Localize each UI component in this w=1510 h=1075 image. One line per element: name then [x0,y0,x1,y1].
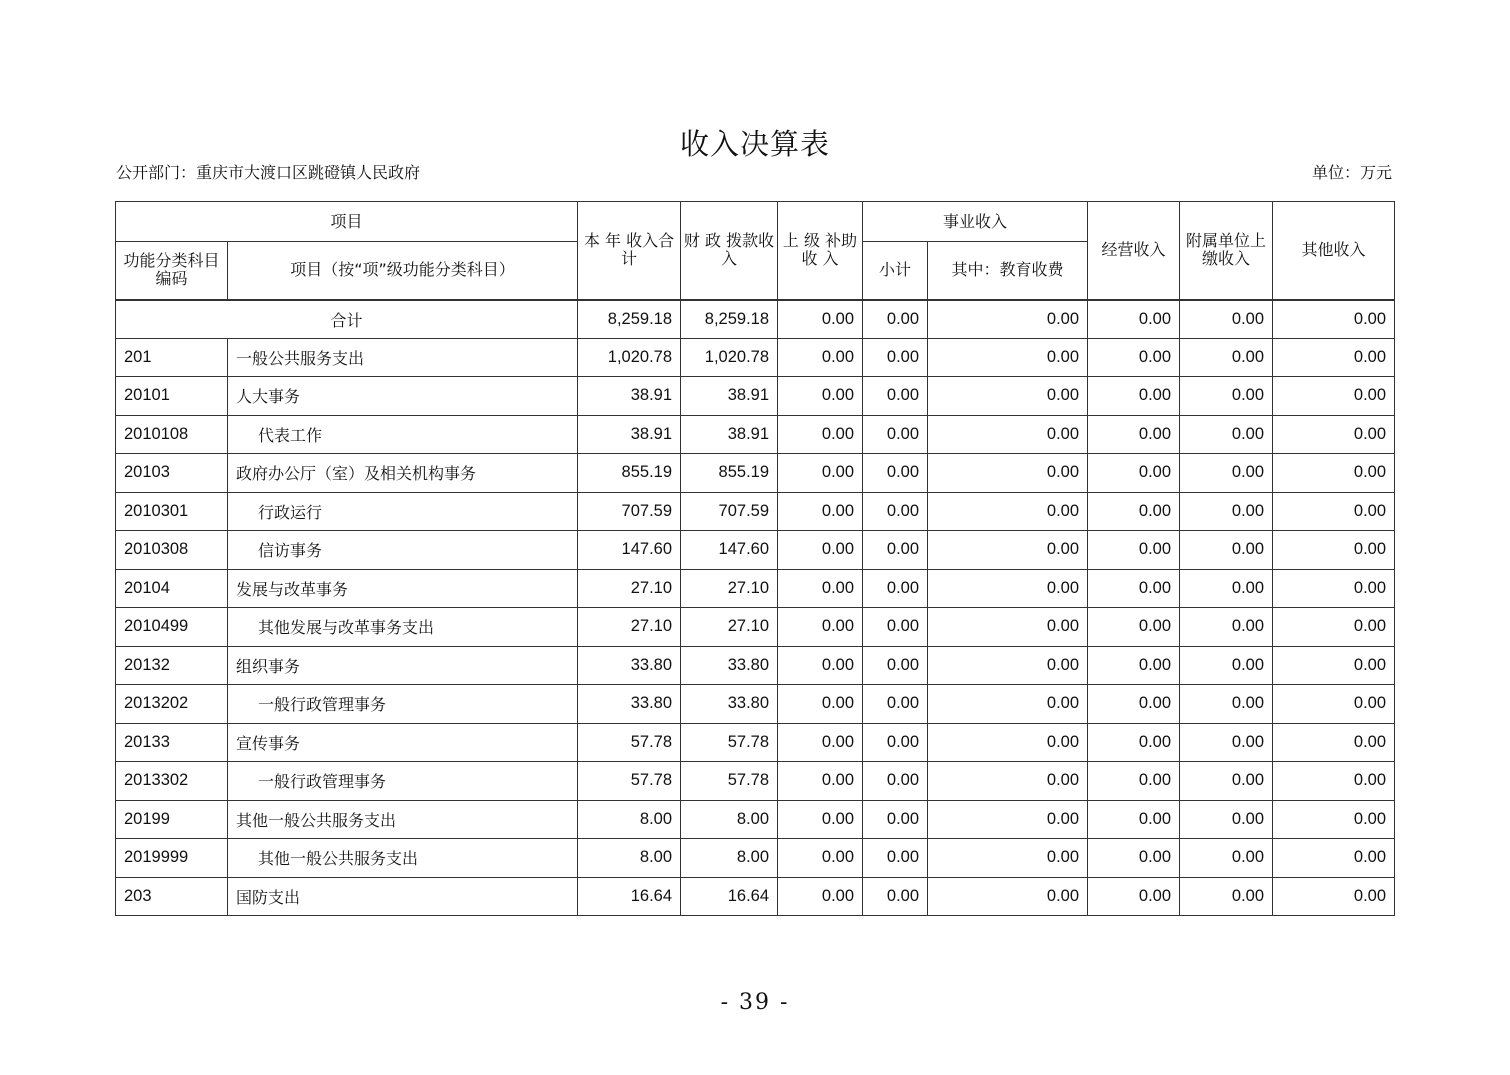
header-business-group: 事业收入 [863,202,1088,242]
row-value: 0.00 [1180,877,1273,916]
row-code: 2010108 [116,415,228,454]
row-value: 855.19 [681,454,778,493]
row-value: 38.91 [578,415,681,454]
row-value: 0.00 [928,800,1088,839]
row-value: 0.00 [1180,608,1273,647]
row-value: 0.00 [778,762,863,801]
row-value: 8.00 [681,839,778,878]
row-value: 0.00 [928,377,1088,416]
header-total-income: 本 年 收入合计 [578,202,681,300]
table-row [116,685,1395,724]
table-row [116,800,1395,839]
total-cell: 0.00 [1273,300,1395,339]
row-value: 0.00 [863,800,928,839]
header-project-group: 项目 [116,202,578,242]
total-cell: 8,259.18 [681,300,778,339]
row-value: 0.00 [1273,646,1395,685]
row-value: 1,020.78 [681,338,778,377]
page-number: - 39 - [720,990,790,1015]
row-value: 0.00 [1180,492,1273,531]
total-cell: 0.00 [778,300,863,339]
row-value: 0.00 [928,569,1088,608]
row-value: 0.00 [1273,415,1395,454]
row-value: 8.00 [681,800,778,839]
department-label: 公开部门：重庆市大渡口区跳磴镇人民政府 [116,163,421,182]
document-meta [116,160,1392,183]
row-value: 0.00 [1088,723,1180,762]
row-value: 0.00 [1273,723,1395,762]
row-value: 0.00 [778,492,863,531]
row-value: 0.00 [1088,492,1180,531]
row-value: 0.00 [1180,531,1273,570]
row-value: 0.00 [863,877,928,916]
row-value: 855.19 [578,454,681,493]
table-row [116,646,1395,685]
row-value: 0.00 [778,877,863,916]
row-value: 0.00 [1180,454,1273,493]
row-name: 发展与改革事务 [228,569,578,608]
row-value: 33.80 [681,646,778,685]
row-value: 0.00 [1180,839,1273,878]
row-value: 147.60 [578,531,681,570]
row-value: 0.00 [1273,762,1395,801]
row-code: 20104 [116,569,228,608]
row-name: 政府办公厅（室）及相关机构事务 [228,454,578,493]
row-value: 27.10 [681,608,778,647]
row-value: 38.91 [681,377,778,416]
total-row [116,300,1395,339]
row-value: 0.00 [778,723,863,762]
row-value: 0.00 [1088,646,1180,685]
header-other: 其他收入 [1273,202,1395,300]
total-cell: 8,259.18 [578,300,681,339]
row-value: 0.00 [928,723,1088,762]
row-value: 147.60 [681,531,778,570]
row-name: 其他一般公共服务支出 [228,800,578,839]
row-value: 0.00 [863,646,928,685]
row-code: 2013302 [116,762,228,801]
row-name: 代表工作 [228,415,578,454]
total-cell: 0.00 [1088,300,1180,339]
row-value: 0.00 [778,608,863,647]
row-value: 0.00 [928,415,1088,454]
row-value: 8.00 [578,839,681,878]
row-name: 行政运行 [228,492,578,531]
row-value: 0.00 [863,492,928,531]
row-value: 0.00 [928,531,1088,570]
header-name: 项目（按“项”级功能分类科目） [228,242,578,300]
total-cell: 0.00 [1180,300,1273,339]
row-value: 0.00 [1273,608,1395,647]
row-value: 0.00 [863,762,928,801]
row-value: 0.00 [863,608,928,647]
row-code: 2010301 [116,492,228,531]
row-value: 0.00 [863,415,928,454]
row-value: 0.00 [1088,877,1180,916]
row-value: 0.00 [1180,762,1273,801]
row-code: 20199 [116,800,228,839]
unit-label: 单位：万元 [1311,163,1392,182]
table-row [116,377,1395,416]
row-value: 0.00 [778,338,863,377]
row-value: 0.00 [778,377,863,416]
row-value: 0.00 [1180,723,1273,762]
row-value: 38.91 [681,415,778,454]
header-code: 功能分类科目编码 [116,242,228,300]
row-value: 16.64 [681,877,778,916]
row-value: 27.10 [578,608,681,647]
table-header [116,202,1395,300]
page-title: 收入决算表 [679,127,830,161]
row-name: 一般行政管理事务 [228,685,578,724]
row-value: 57.78 [681,762,778,801]
row-value: 0.00 [928,877,1088,916]
row-value: 0.00 [778,800,863,839]
row-value: 0.00 [1180,338,1273,377]
row-value: 0.00 [1180,646,1273,685]
table-body [116,300,1395,916]
row-value: 16.64 [578,877,681,916]
header-education-fee: 其中：教育收费 [928,242,1088,300]
row-value: 27.10 [578,569,681,608]
row-value: 0.00 [1088,685,1180,724]
row-value: 0.00 [1180,569,1273,608]
row-value: 0.00 [1273,338,1395,377]
table-row [116,762,1395,801]
row-value: 0.00 [1088,608,1180,647]
row-value: 0.00 [928,454,1088,493]
total-cell: 0.00 [928,300,1088,339]
total-cell: 0.00 [863,300,928,339]
row-value: 0.00 [1088,454,1180,493]
row-value: 0.00 [863,377,928,416]
row-name: 一般公共服务支出 [228,338,578,377]
header-affiliated: 附属单位上缴收入 [1180,202,1273,300]
row-value: 0.00 [1180,800,1273,839]
table-row [116,454,1395,493]
row-value: 0.00 [1088,800,1180,839]
row-value: 707.59 [681,492,778,531]
row-value: 33.80 [578,685,681,724]
row-value: 0.00 [863,454,928,493]
row-value: 0.00 [1088,415,1180,454]
row-value: 0.00 [863,839,928,878]
row-value: 0.00 [1180,685,1273,724]
row-value: 0.00 [928,338,1088,377]
row-value: 8.00 [578,800,681,839]
row-name: 一般行政管理事务 [228,762,578,801]
row-name: 其他发展与改革事务支出 [228,608,578,647]
row-value: 0.00 [1273,492,1395,531]
row-value: 0.00 [928,762,1088,801]
row-value: 33.80 [681,685,778,724]
row-value: 0.00 [1088,839,1180,878]
row-value: 0.00 [1088,338,1180,377]
row-name: 信访事务 [228,531,578,570]
row-code: 20103 [116,454,228,493]
row-value: 0.00 [778,839,863,878]
row-code: 2019999 [116,839,228,878]
row-value: 0.00 [863,723,928,762]
table-row [116,569,1395,608]
row-code: 201 [116,338,228,377]
row-value: 0.00 [1088,762,1180,801]
row-code: 2010499 [116,608,228,647]
header-superior-subsidy: 上 级 补助收 入 [778,202,863,300]
row-value: 38.91 [578,377,681,416]
row-name: 国防支出 [228,877,578,916]
header-subtotal: 小计 [863,242,928,300]
row-code: 2010308 [116,531,228,570]
row-value: 57.78 [578,723,681,762]
row-value: 0.00 [1088,531,1180,570]
row-value: 0.00 [1273,800,1395,839]
row-value: 0.00 [928,646,1088,685]
row-code: 20132 [116,646,228,685]
row-value: 0.00 [1180,377,1273,416]
row-value: 0.00 [778,531,863,570]
row-value: 0.00 [778,415,863,454]
table-row [116,531,1395,570]
row-value: 0.00 [863,531,928,570]
row-value: 0.00 [1088,377,1180,416]
header-fiscal: 财 政 拨款收入 [681,202,778,300]
row-value: 1,020.78 [578,338,681,377]
row-value: 0.00 [1273,454,1395,493]
row-value: 57.78 [578,762,681,801]
row-value: 0.00 [1273,377,1395,416]
row-value: 0.00 [778,685,863,724]
row-value: 0.00 [1273,531,1395,570]
table-row [116,839,1395,878]
row-value: 0.00 [928,492,1088,531]
total-label: 合计 [116,300,578,339]
table-row [116,723,1395,762]
row-value: 0.00 [928,839,1088,878]
row-value: 0.00 [863,338,928,377]
row-value: 27.10 [681,569,778,608]
row-value: 0.00 [863,569,928,608]
row-name: 人大事务 [228,377,578,416]
row-value: 0.00 [1273,569,1395,608]
row-code: 2013202 [116,685,228,724]
row-value: 0.00 [1273,839,1395,878]
table-row [116,415,1395,454]
row-name: 组织事务 [228,646,578,685]
row-value: 0.00 [778,454,863,493]
row-value: 0.00 [1180,415,1273,454]
row-name: 其他一般公共服务支出 [228,839,578,878]
table-row [116,877,1395,916]
row-value: 0.00 [863,685,928,724]
row-value: 0.00 [1088,569,1180,608]
income-table [115,201,1395,916]
table-row [116,338,1395,377]
row-value: 33.80 [578,646,681,685]
row-name: 宣传事务 [228,723,578,762]
row-value: 0.00 [778,569,863,608]
row-code: 20133 [116,723,228,762]
header-operating: 经营收入 [1088,202,1180,300]
row-value: 0.00 [928,608,1088,647]
row-value: 0.00 [1273,877,1395,916]
row-value: 0.00 [928,685,1088,724]
row-value: 0.00 [778,646,863,685]
row-value: 57.78 [681,723,778,762]
row-code: 203 [116,877,228,916]
row-code: 20101 [116,377,228,416]
row-value: 0.00 [1273,685,1395,724]
table-row [116,608,1395,647]
row-value: 707.59 [578,492,681,531]
table-row [116,492,1395,531]
